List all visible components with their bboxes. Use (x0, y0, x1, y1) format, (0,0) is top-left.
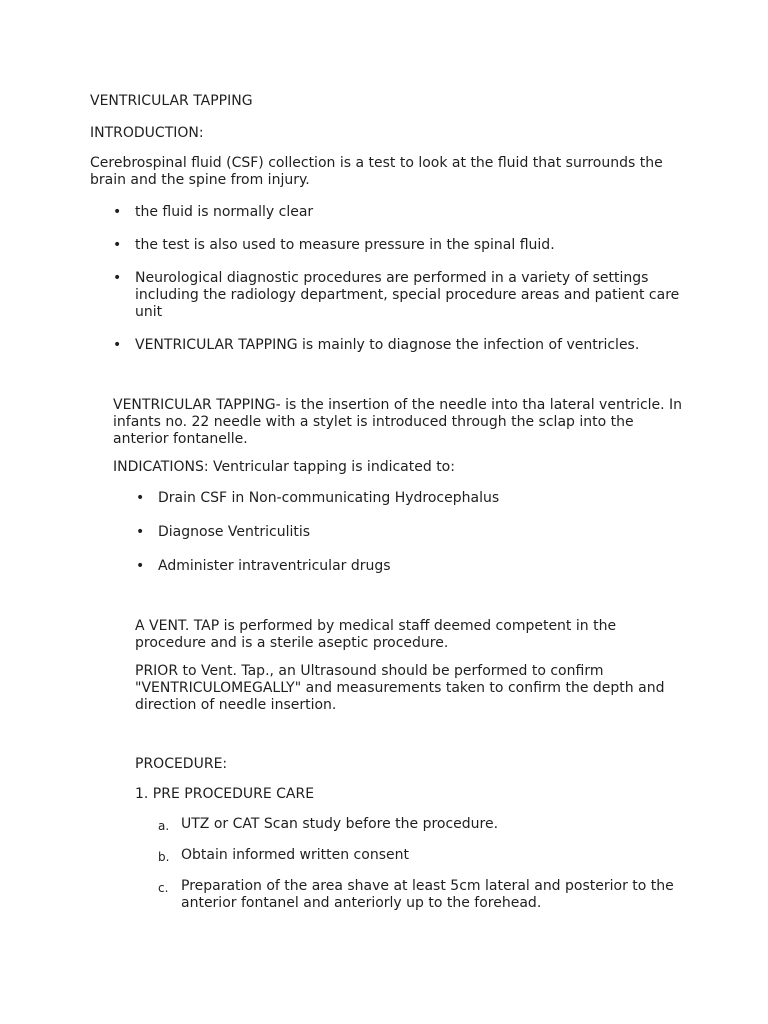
bullet-icon: • (113, 270, 122, 286)
procedure-heading: PROCEDURE: (135, 756, 228, 772)
bullet-icon: • (136, 558, 145, 574)
indications-heading: INDICATIONS: Ventricular tapping is indicated to: (113, 459, 455, 475)
introduction-heading: INTRODUCTION: (90, 125, 204, 141)
list-item-text: the test is also used to measure pressure in the spinal fluid. (135, 237, 555, 253)
list-item-text: Administer intraventricular drugs (158, 558, 391, 574)
pre-procedure-heading: 1. PRE PROCEDURE CARE (135, 786, 315, 802)
introduction-paragraph: Cerebrospinal fluid (CSF) collection is a test to look at the fluid that surrounds the brain and the spine from injury. (90, 155, 663, 188)
prior-paragraph: PRIOR to Vent. Tap., an Ultrasound should be performed to confirm "VENTRICULOMEGALLY" and measurements taken to confirm the depth and direction of needle insertion. (135, 663, 665, 713)
bullet-icon: • (136, 490, 145, 506)
list-item-text: UTZ or CAT Scan study before the procedure. (181, 816, 499, 832)
list-item-text: the fluid is normally clear (135, 204, 314, 220)
list-item-text: VENTRICULAR TAPPING is mainly to diagnose the infection of ventricles. (135, 337, 640, 353)
list-item-text: Diagnose Ventriculitis (158, 524, 311, 540)
list-item-text: Neurological diagnostic procedures are performed in a variety of settings including the radiology department, special procedure areas and patient care unit (135, 270, 680, 320)
list-item-text: Preparation of the area shave at least 5cm lateral and posterior to the anterior fontanel and anteriorly up to the forehead. (181, 878, 674, 911)
bullet-icon: • (136, 524, 145, 540)
list-item-text: Obtain informed written consent (181, 847, 409, 863)
definition-paragraph: VENTRICULAR TAPPING- is the insertion of the needle into tha lateral ventricle. In infants no. 22 needle with a stylet is introduced through the sclap into the anterior fontanelle. (113, 397, 683, 447)
staff-paragraph: A VENT. TAP is performed by medical staff deemed competent in the procedure and is a sterile aseptic procedure. (135, 618, 617, 651)
list-item-text: Drain CSF in Non-communicating Hydrocephalus (158, 490, 500, 506)
list-marker: c. (158, 881, 169, 895)
bullet-icon: • (113, 237, 122, 253)
bullet-icon: • (113, 204, 122, 220)
bullet-icon: • (113, 337, 122, 353)
list-marker: b. (158, 850, 170, 864)
document-title: VENTRICULAR TAPPING (90, 93, 253, 109)
list-marker: a. (158, 819, 170, 833)
